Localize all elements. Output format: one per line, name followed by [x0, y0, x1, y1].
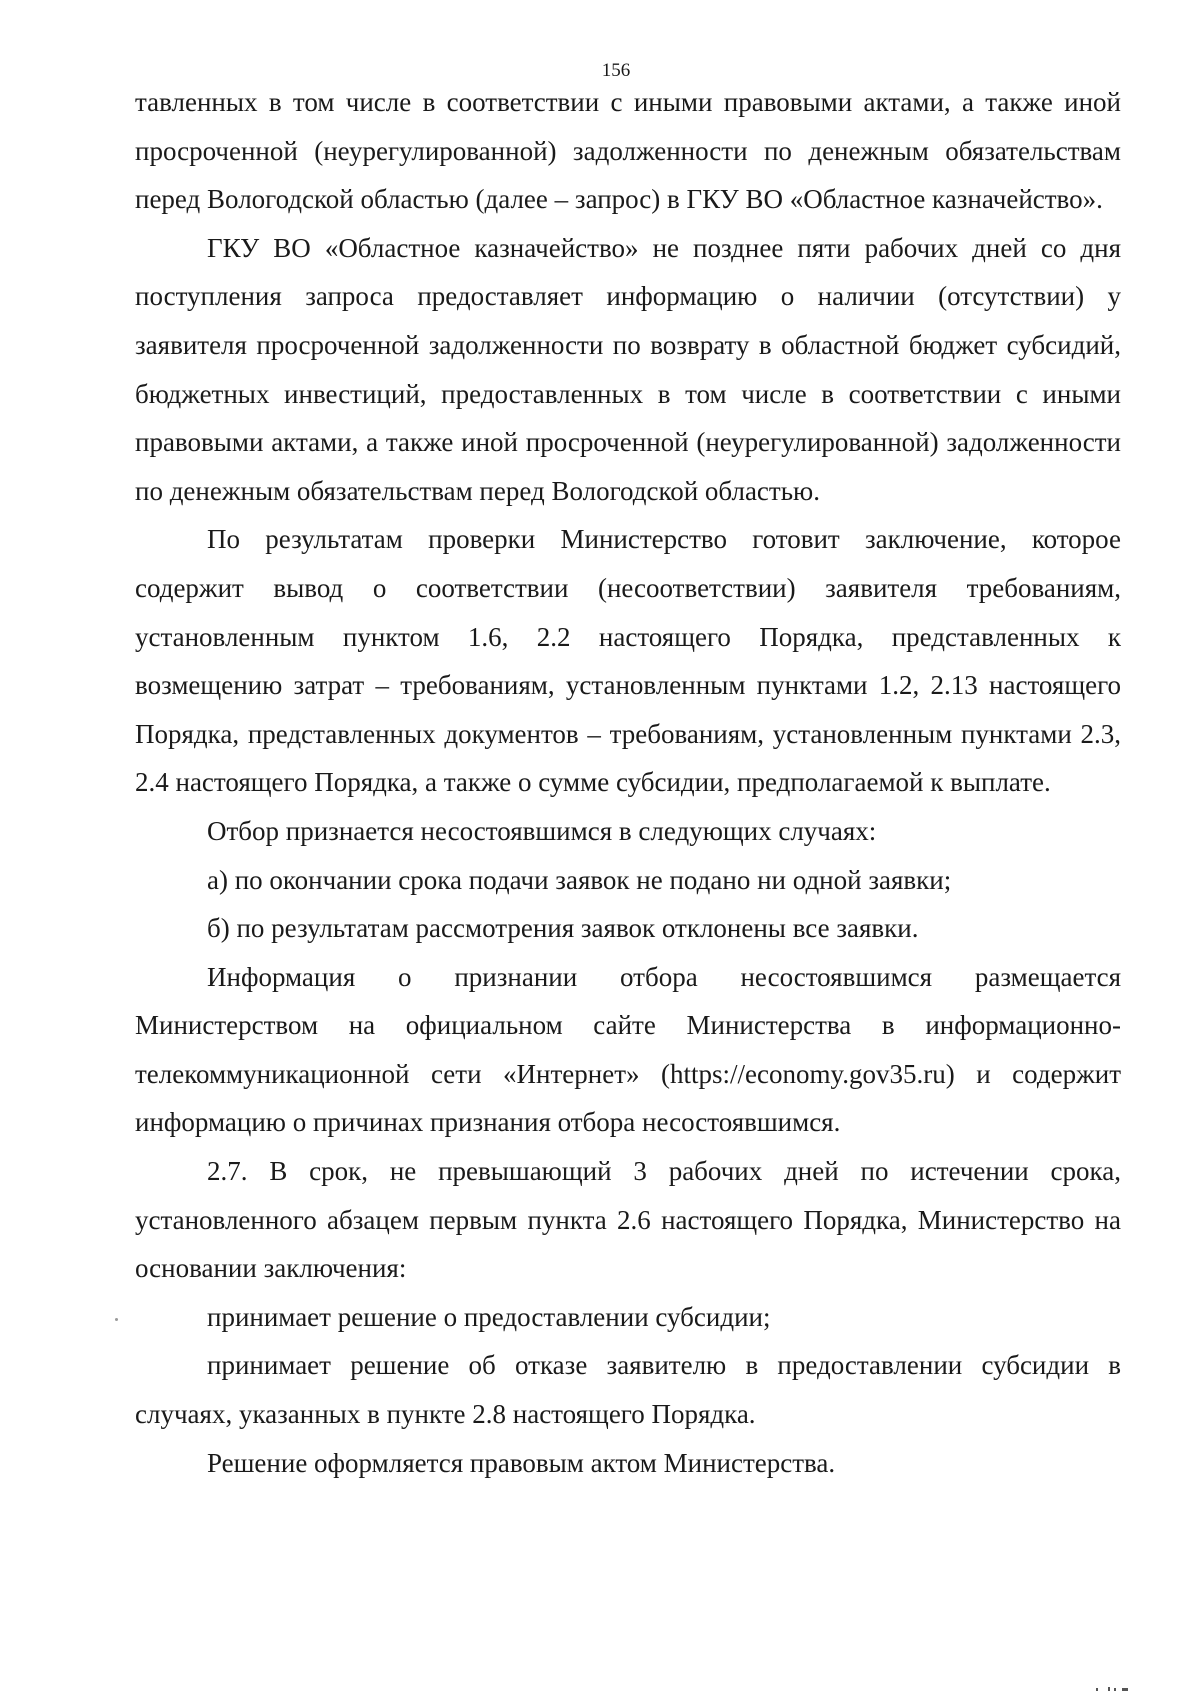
- paragraph-decision-act: Решение оформляется правовым актом Министерства.: [207, 1447, 836, 1478]
- paragraph-decision-grant: принимает решение о предоставлении субсидии;: [207, 1301, 771, 1332]
- paragraph-selection-failed: Отбор признается несостоявшимся в следующих случаях:: [207, 815, 877, 846]
- paragraph-publication-info: Информация о признании отбора несостоявшимся размещается Министерством на официальном сайте Министерства в информационно-телекоммуникационной сети «Интернет» (https://economy.gov35.ru) и содержит информацию о причинах признания отбора несостоявшимся.: [135, 961, 1121, 1138]
- scan-dot: [115, 1318, 118, 1321]
- list-item-a: а) по окончании срока подачи заявок не подано ни одной заявки;: [207, 864, 952, 895]
- page-number: 156: [601, 60, 631, 81]
- list-item-b: б) по результатам рассмотрения заявок отклонены все заявки.: [207, 913, 919, 944]
- scan-artifact: [1092, 1687, 1152, 1691]
- paragraph-ministry-conclusion: По результатам проверки Министерство готовит заключение, которое содержит вывод о соответствии (несоответствии) заявителя требованиям, установленным пунктом 1.6, 2.2 настоящего Порядка, представленных к возмещению затрат – требованиям, установленным пунктами 1.2, 2.13 настоящего Порядка, представленных документов – требованиям, установленным пунктами 2.3, 2.4 настоящего Порядка, а также о сумме субсидии, предполагаемой к выплате.: [135, 524, 1121, 798]
- document-body: [135, 78, 1121, 1487]
- paragraph-decision-refusal: принимает решение об отказе заявителю в предоставлении субсидии в случаях, указанных в пункте 2.8 настоящего Порядка.: [135, 1350, 1121, 1430]
- paragraph-clause-2-7: 2.7. В срок, не превышающий 3 рабочих дней по истечении срока, установленного абзацем первым пункта 2.6 настоящего Порядка, Министерство на основании заключения:: [135, 1156, 1121, 1284]
- paragraph-treasury-response: ГКУ ВО «Областное казначейство» не позднее пяти рабочих дней со дня поступления запроса предоставляет информацию о наличии (отсутствии) у заявителя просроченной задолженности по возврату в областной бюджет субсидий, бюджетных инвестиций, предоставленных в том числе в соответствии с иными правовыми актами, а также иной просроченной (неурегулированной) задолженности по денежным обязательствам перед Вологодской областью.: [135, 232, 1121, 506]
- paragraph-continuation: тавленных в том числе в соответствии с иными правовыми актами, а также иной просроченной (неурегулированной) задолженности по денежным обязательствам перед Вологодской областью (далее – запрос) в ГКУ ВО «Областное казначейство».: [135, 87, 1121, 215]
